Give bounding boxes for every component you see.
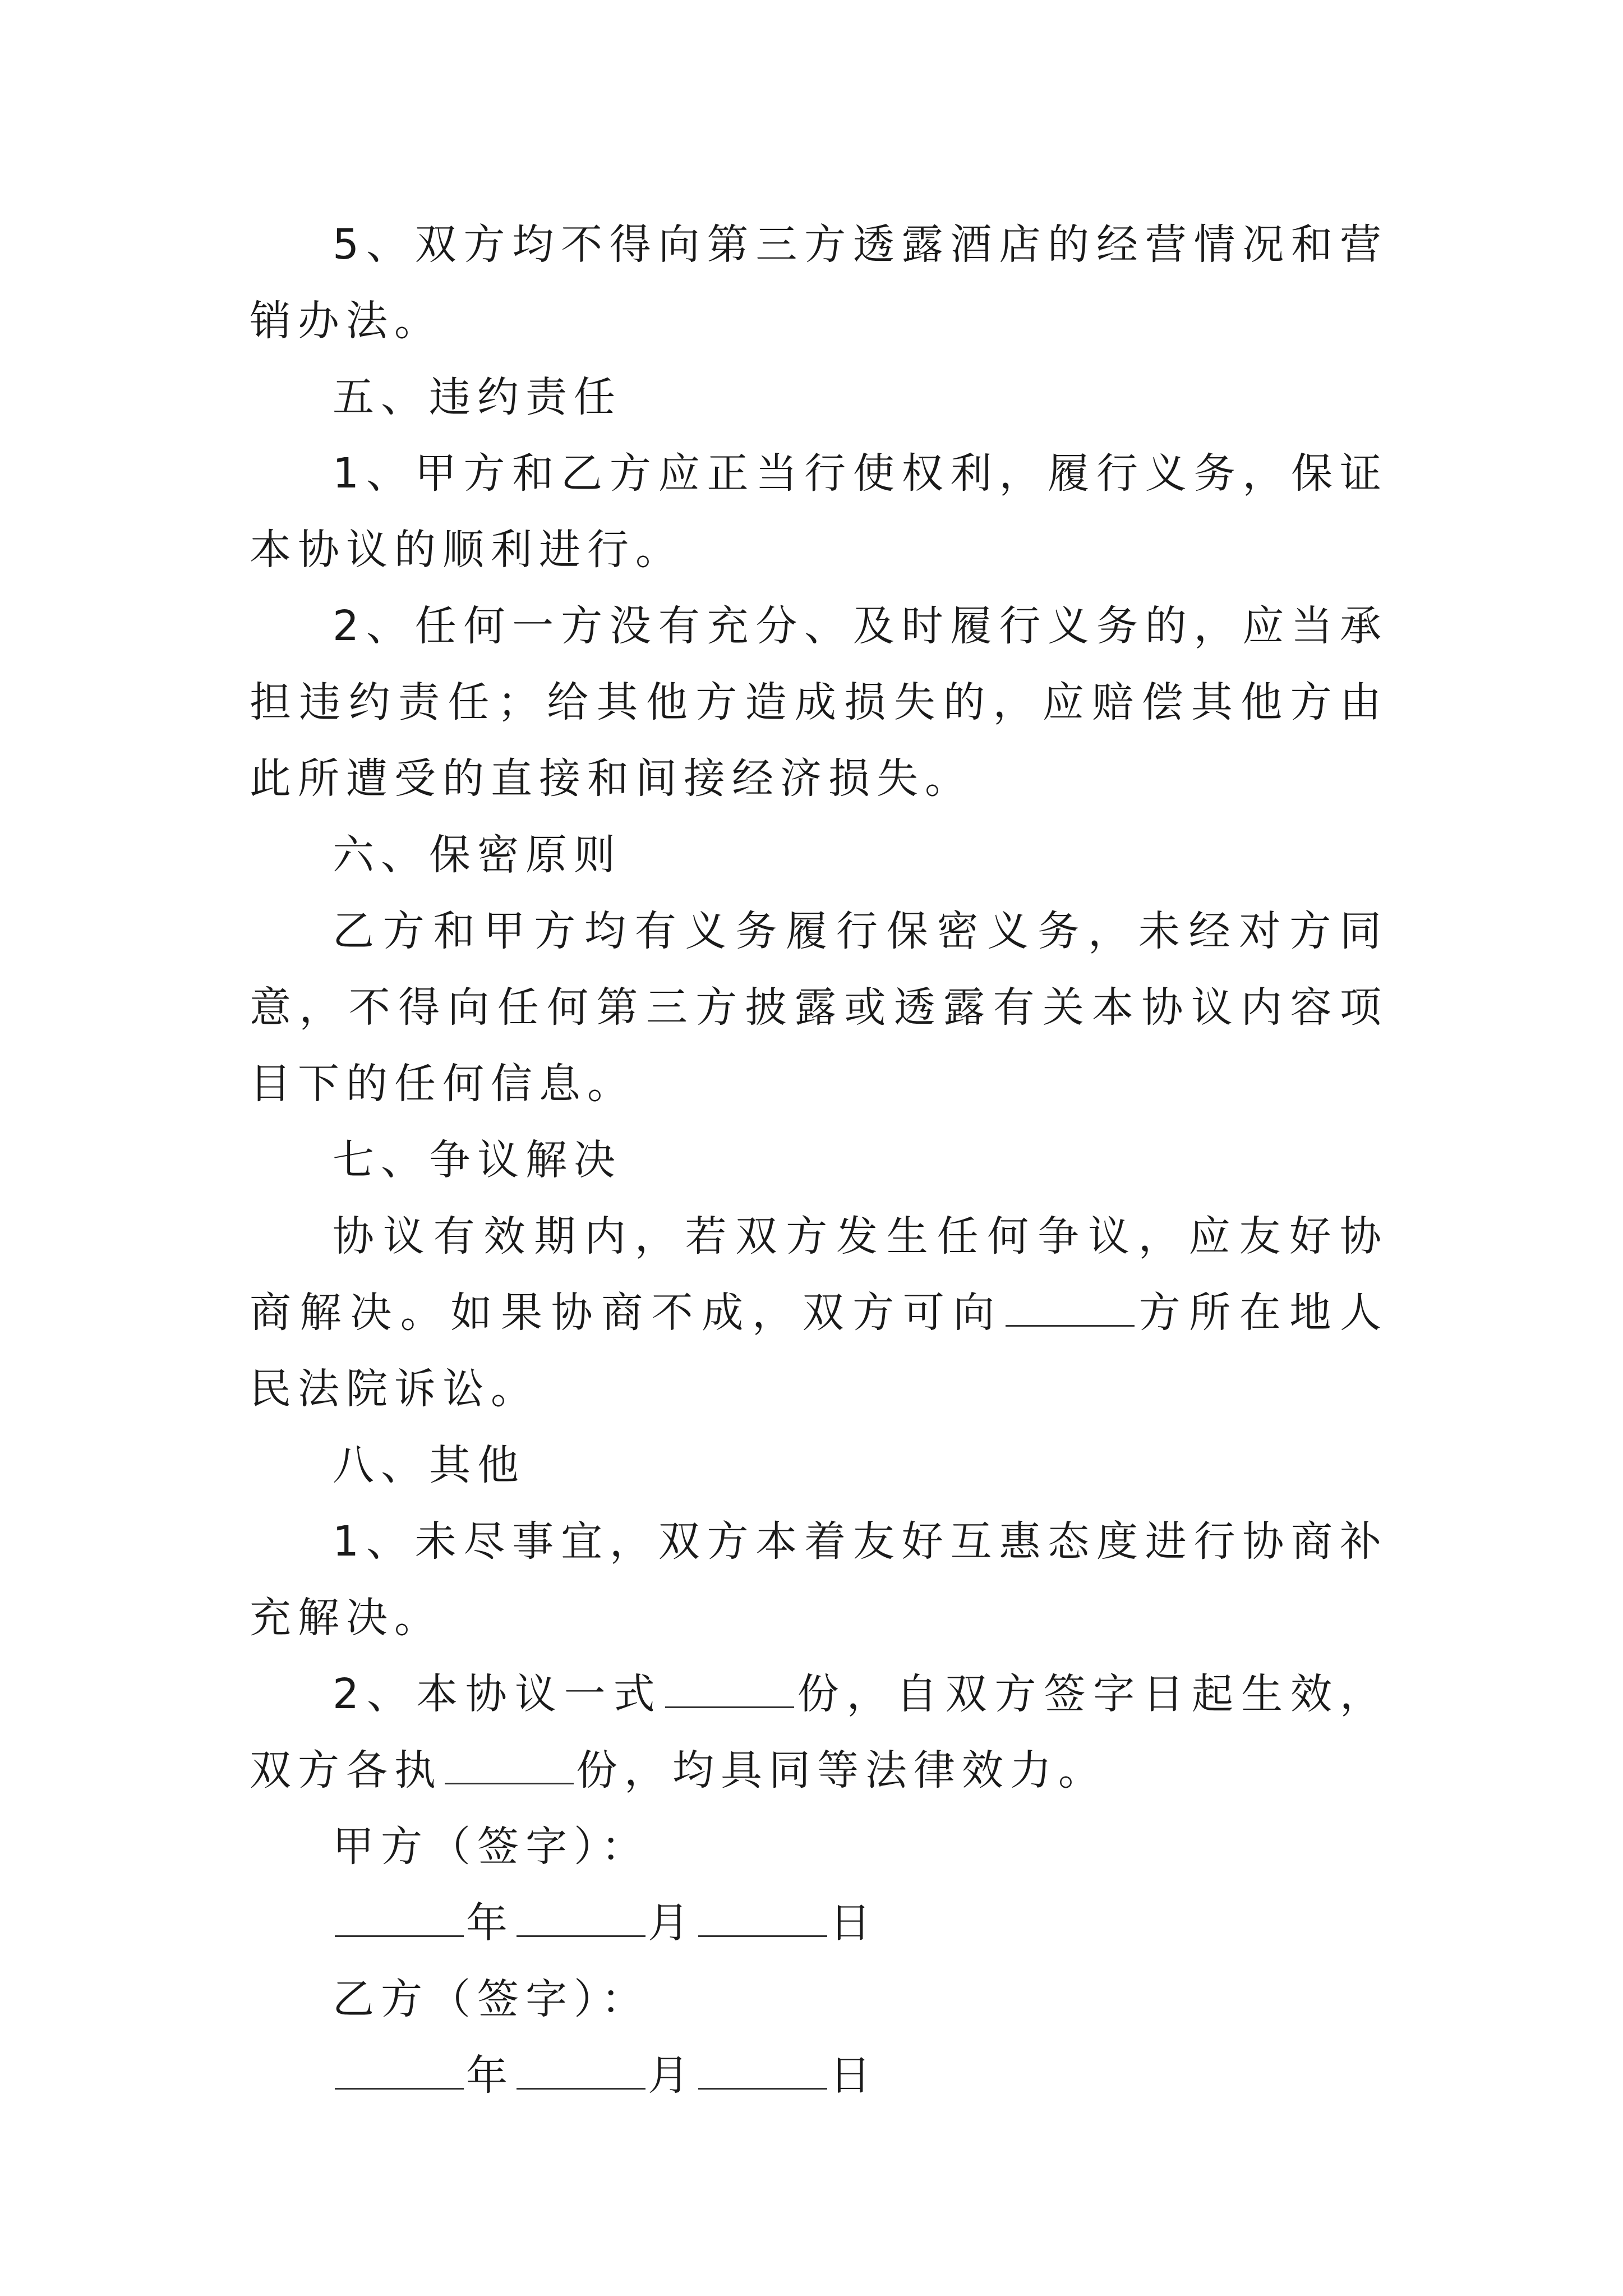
party-a-date-line xyxy=(250,1885,1388,1961)
party-a-signature-label: 甲方（签字）： xyxy=(333,1823,649,1871)
party-a-day-blank xyxy=(698,1902,827,1937)
copies-count-blank xyxy=(665,1673,794,1708)
month-label: 月 xyxy=(648,1899,696,1947)
dispute-text-tail: 方所在地人民法院诉讼。 xyxy=(250,1289,1388,1413)
copies-text-c: 份，均具同等法律效力。 xyxy=(576,1746,1106,1795)
day-label: 日 xyxy=(829,2051,878,2100)
party-a-year-blank xyxy=(335,1902,464,1937)
month-label: 月 xyxy=(648,2051,696,2100)
paragraph-rights-obligations: 1、甲方和乙方应正当行使权利，履行义务，保证本协议的顺利进行。 xyxy=(250,449,1388,574)
court-party-blank xyxy=(1006,1291,1135,1327)
copies-text-a: 2、本协议一式 xyxy=(333,1670,663,1718)
party-b-month-blank xyxy=(517,2054,645,2090)
paragraph-liability-compensation: 2、任何一方没有充分、及时履行义务的，应当承担违约责任；给其他方造成损失的，应赔偿其他方由此所遭受的直接和间接经济损失。 xyxy=(250,602,1388,803)
day-label: 日 xyxy=(829,1899,878,1947)
document-body xyxy=(250,206,1388,2114)
section-heading-breach-liability: 五、违约责任 xyxy=(333,373,622,421)
party-b-year-blank xyxy=(335,2054,464,2090)
dispute-text: 协议有效期内，若双方发生任何争议，应友好协商解决。如果协商不成，双方可向 xyxy=(250,1212,1388,1337)
paragraph-confidentiality-duty: 乙方和甲方均有义务履行保密义务，未经对方同意，不得向任何第三方披露或透露有关本协议内容项目下的任何信息。 xyxy=(250,907,1388,1108)
party-b-date-line xyxy=(250,2037,1388,2114)
paragraph-copies xyxy=(250,1656,1388,1809)
year-label: 年 xyxy=(466,2051,514,2100)
section-heading-other: 八、其他 xyxy=(333,1441,525,1489)
section-heading-confidentiality: 六、保密原则 xyxy=(333,831,622,879)
paragraph-confidential-operations: 5、双方均不得向第三方透露酒店的经营情况和营销办法。 xyxy=(250,220,1388,345)
party-a-month-blank xyxy=(517,1902,645,1937)
party-b-day-blank xyxy=(698,2054,827,2090)
paragraph-dispute-resolution xyxy=(250,1198,1388,1427)
copies-text-b: 份，自双方签字日起生效，双方各执 xyxy=(250,1670,1388,1795)
section-heading-dispute-resolution: 七、争议解决 xyxy=(333,1136,622,1184)
copies-each-blank xyxy=(445,1749,574,1784)
year-label: 年 xyxy=(466,1899,514,1947)
paragraph-unresolved-matters: 1、未尽事宜，双方本着友好互惠态度进行协商补充解决。 xyxy=(250,1517,1388,1642)
party-b-signature-label: 乙方（签字）： xyxy=(333,1975,649,2023)
